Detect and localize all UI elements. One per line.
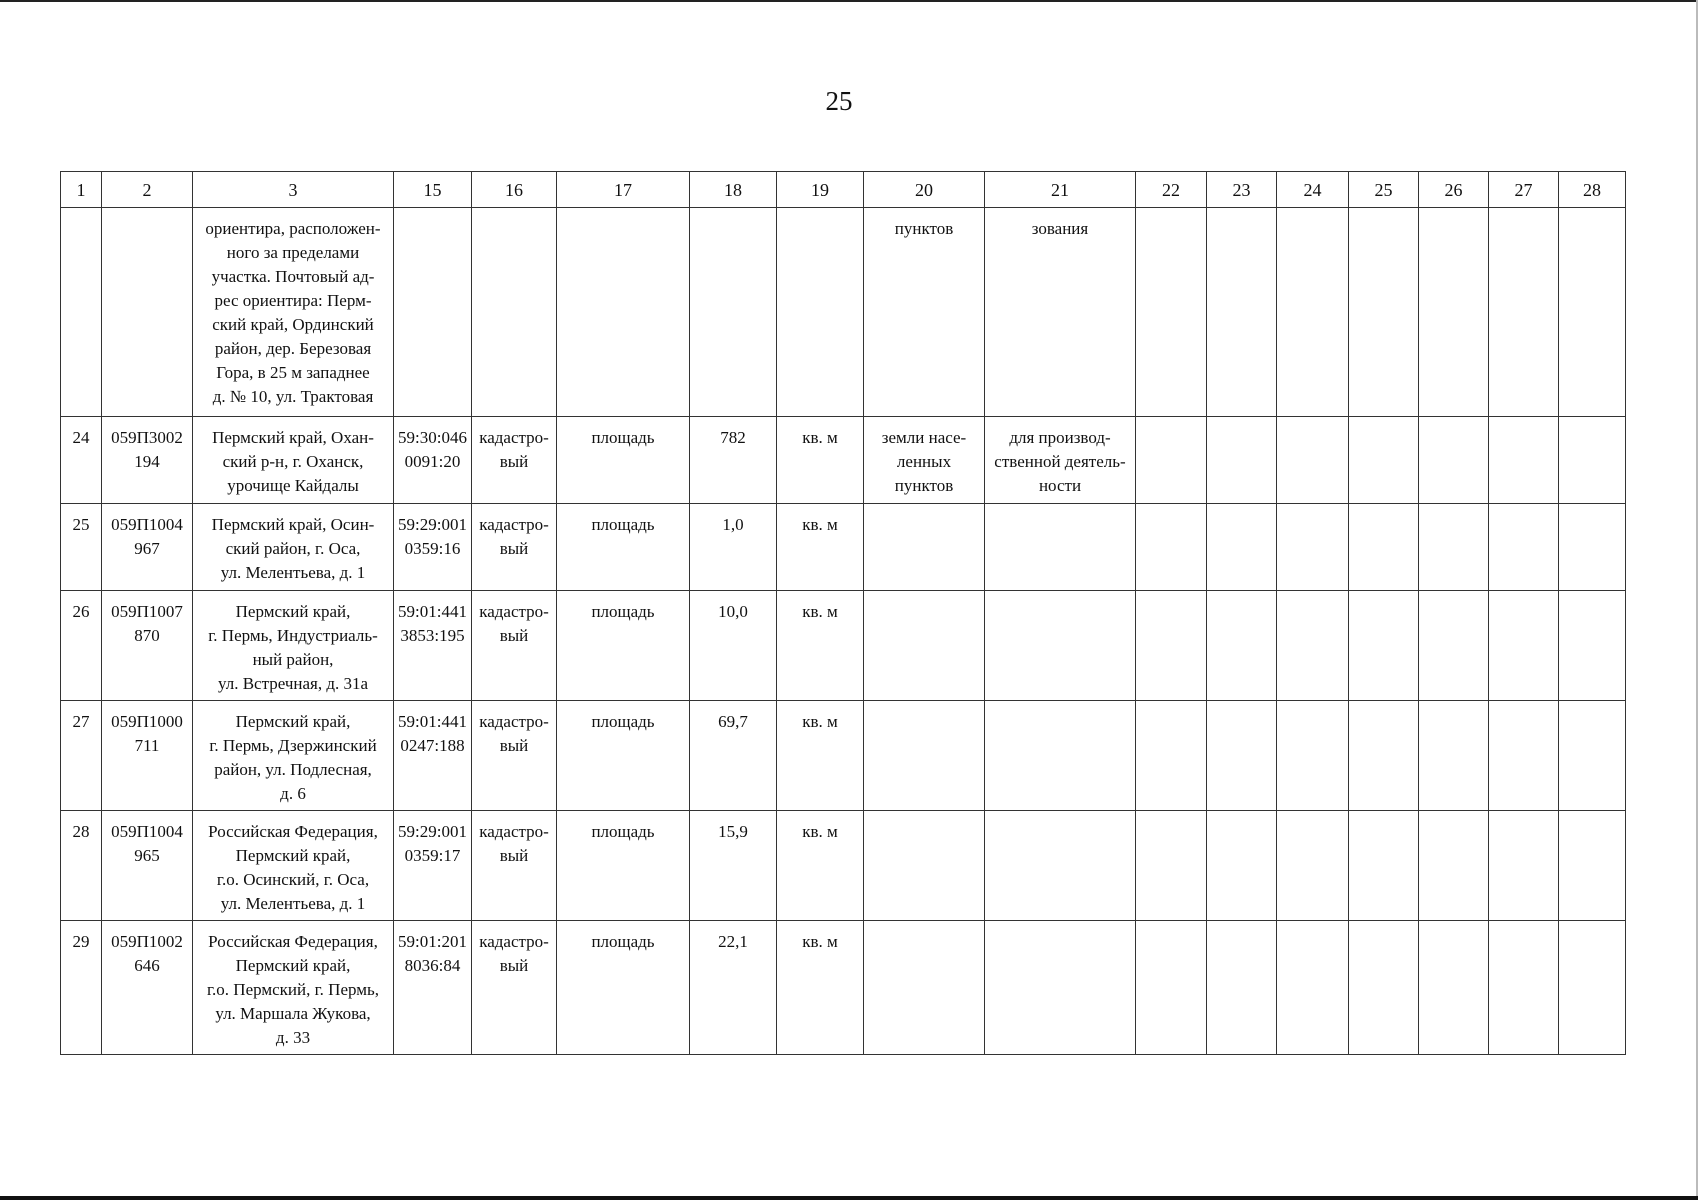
cell-address: Пермский край, Охан- ский р-н, г. Оханск, урочище Кайдалы	[193, 417, 394, 504]
cell-permitted-use	[985, 811, 1136, 921]
cell-permitted-use	[985, 504, 1136, 591]
column-header: 16	[472, 172, 557, 208]
cell-characteristic: площадь	[557, 701, 690, 811]
cell-land-category	[864, 811, 985, 921]
empty-cell	[1349, 208, 1419, 417]
cell-characteristic: площадь	[557, 811, 690, 921]
empty-cell	[1559, 811, 1626, 921]
empty-cell	[1349, 701, 1419, 811]
column-header: 3	[193, 172, 394, 208]
empty-cell	[1349, 417, 1419, 504]
cell-land-category: пунктов	[864, 208, 985, 417]
cell-cadastral-number: 59:01:441 3853:195	[394, 591, 472, 701]
cell-permitted-use: для производ- ственной деятель- ности	[985, 417, 1136, 504]
cell-reg-number: 059П3002 194	[102, 417, 193, 504]
cell-num: 27	[61, 701, 102, 811]
cell-unit	[777, 208, 864, 417]
empty-cell	[1277, 208, 1349, 417]
cell-num: 26	[61, 591, 102, 701]
cell-land-category: земли насе- ленных пунктов	[864, 417, 985, 504]
cell-address: Российская Федерация, Пермский край, г.о. Пермский, г. Пермь, ул. Маршала Жукова, д. 33	[193, 921, 394, 1055]
cell-permitted-use	[985, 921, 1136, 1055]
cell-value: 782	[690, 417, 777, 504]
empty-cell	[1489, 504, 1559, 591]
empty-cell	[1136, 811, 1207, 921]
empty-cell	[1136, 921, 1207, 1055]
column-header: 1	[61, 172, 102, 208]
cell-unit: кв. м	[777, 921, 864, 1055]
scan-edge-bottom	[0, 1196, 1698, 1200]
empty-cell	[1419, 417, 1489, 504]
empty-cell	[1277, 417, 1349, 504]
cell-cadastral-number: 59:29:001 0359:17	[394, 811, 472, 921]
cell-characteristic	[557, 208, 690, 417]
empty-cell	[1277, 811, 1349, 921]
cell-value: 15,9	[690, 811, 777, 921]
column-number-row	[61, 172, 1626, 208]
empty-cell	[1559, 921, 1626, 1055]
column-header: 17	[557, 172, 690, 208]
empty-cell	[1349, 921, 1419, 1055]
cell-value: 10,0	[690, 591, 777, 701]
cell-address: Пермский край, г. Пермь, Дзержинский район, ул. Подлесная, д. 6	[193, 701, 394, 811]
empty-cell	[1136, 591, 1207, 701]
cell-cadastral-number	[394, 208, 472, 417]
column-header: 24	[1277, 172, 1349, 208]
column-header: 25	[1349, 172, 1419, 208]
empty-cell	[1277, 701, 1349, 811]
cell-reg-number: 059П1004 965	[102, 811, 193, 921]
cell-cadastral-number: 59:01:201 8036:84	[394, 921, 472, 1055]
empty-cell	[1489, 921, 1559, 1055]
cell-number-type: кадастро- вый	[472, 701, 557, 811]
empty-cell	[1207, 504, 1277, 591]
empty-cell	[1419, 591, 1489, 701]
cell-unit: кв. м	[777, 504, 864, 591]
cell-value	[690, 208, 777, 417]
empty-cell	[1207, 701, 1277, 811]
cell-number-type: кадастро- вый	[472, 811, 557, 921]
cell-address: Российская Федерация, Пермский край, г.о. Осинский, г. Оса, ул. Мелентьева, д. 1	[193, 811, 394, 921]
cell-reg-number: 059П1002 646	[102, 921, 193, 1055]
continuation-row	[61, 208, 1626, 417]
empty-cell	[1207, 591, 1277, 701]
empty-cell	[1489, 811, 1559, 921]
column-header: 22	[1136, 172, 1207, 208]
column-header: 27	[1489, 172, 1559, 208]
cell-value: 69,7	[690, 701, 777, 811]
cell-reg-number: 059П1007 870	[102, 591, 193, 701]
column-header: 18	[690, 172, 777, 208]
column-header: 15	[394, 172, 472, 208]
column-header: 2	[102, 172, 193, 208]
empty-cell	[1207, 921, 1277, 1055]
cell-num: 29	[61, 921, 102, 1055]
empty-cell	[1136, 208, 1207, 417]
cell-characteristic: площадь	[557, 921, 690, 1055]
cell-value: 1,0	[690, 504, 777, 591]
cell-number-type: кадастро- вый	[472, 921, 557, 1055]
cell-address: Пермский край, Осин- ский район, г. Оса, ул. Мелентьева, д. 1	[193, 504, 394, 591]
empty-cell	[1136, 417, 1207, 504]
cell-cadastral-number: 59:30:046 0091:20	[394, 417, 472, 504]
table-row	[61, 417, 1626, 504]
empty-cell	[1559, 591, 1626, 701]
scan-edge-top	[0, 0, 1698, 2]
register-table	[60, 171, 1626, 1055]
page-number: 25	[825, 86, 853, 116]
empty-cell	[1419, 921, 1489, 1055]
cell-cadastral-number: 59:29:001 0359:16	[394, 504, 472, 591]
empty-cell	[1419, 701, 1489, 811]
empty-cell	[1489, 417, 1559, 504]
cell-characteristic: площадь	[557, 591, 690, 701]
cell-land-category	[864, 504, 985, 591]
empty-cell	[1349, 591, 1419, 701]
cell-number-type	[472, 208, 557, 417]
cell-reg-number	[102, 208, 193, 417]
table-row	[61, 921, 1626, 1055]
column-header: 19	[777, 172, 864, 208]
cell-land-category	[864, 921, 985, 1055]
cell-value: 22,1	[690, 921, 777, 1055]
cell-address: ориентира, расположен- ного за пределами участка. Почтовый ад- рес ориентира: Перм- ский край, Ординский район, дер. Березовая Гора, в 25 м западнее д. № 10, ул. Трактовая	[193, 208, 394, 417]
empty-cell	[1207, 811, 1277, 921]
cell-unit: кв. м	[777, 417, 864, 504]
cell-unit: кв. м	[777, 591, 864, 701]
cell-permitted-use	[985, 701, 1136, 811]
cell-land-category	[864, 701, 985, 811]
empty-cell	[1489, 701, 1559, 811]
empty-cell	[1419, 208, 1489, 417]
cell-address: Пермский край, г. Пермь, Индустриаль- ный район, ул. Встречная, д. 31а	[193, 591, 394, 701]
cell-characteristic: площадь	[557, 417, 690, 504]
cell-unit: кв. м	[777, 811, 864, 921]
table-row	[61, 504, 1626, 591]
empty-cell	[1349, 504, 1419, 591]
empty-cell	[1419, 811, 1489, 921]
column-header: 23	[1207, 172, 1277, 208]
cell-reg-number: 059П1000 711	[102, 701, 193, 811]
cell-num	[61, 208, 102, 417]
empty-cell	[1489, 208, 1559, 417]
empty-cell	[1136, 701, 1207, 811]
empty-cell	[1559, 417, 1626, 504]
cell-cadastral-number: 59:01:441 0247:188	[394, 701, 472, 811]
cell-num: 24	[61, 417, 102, 504]
empty-cell	[1277, 591, 1349, 701]
column-header: 21	[985, 172, 1136, 208]
cell-characteristic: площадь	[557, 504, 690, 591]
empty-cell	[1349, 811, 1419, 921]
empty-cell	[1277, 921, 1349, 1055]
column-header: 26	[1419, 172, 1489, 208]
table-row	[61, 811, 1626, 921]
empty-cell	[1489, 591, 1559, 701]
column-header: 28	[1559, 172, 1626, 208]
cell-land-category	[864, 591, 985, 701]
empty-cell	[1277, 504, 1349, 591]
column-header: 20	[864, 172, 985, 208]
empty-cell	[1559, 208, 1626, 417]
empty-cell	[1559, 701, 1626, 811]
cell-number-type: кадастро- вый	[472, 504, 557, 591]
empty-cell	[1136, 504, 1207, 591]
cell-permitted-use: зования	[985, 208, 1136, 417]
table-row	[61, 701, 1626, 811]
empty-cell	[1207, 417, 1277, 504]
cell-permitted-use	[985, 591, 1136, 701]
empty-cell	[1207, 208, 1277, 417]
cell-reg-number: 059П1004 967	[102, 504, 193, 591]
empty-cell	[1419, 504, 1489, 591]
cell-num: 25	[61, 504, 102, 591]
cell-number-type: кадастро- вый	[472, 591, 557, 701]
table-row	[61, 591, 1626, 701]
cell-num: 28	[61, 811, 102, 921]
cell-unit: кв. м	[777, 701, 864, 811]
empty-cell	[1559, 504, 1626, 591]
cell-number-type: кадастро- вый	[472, 417, 557, 504]
